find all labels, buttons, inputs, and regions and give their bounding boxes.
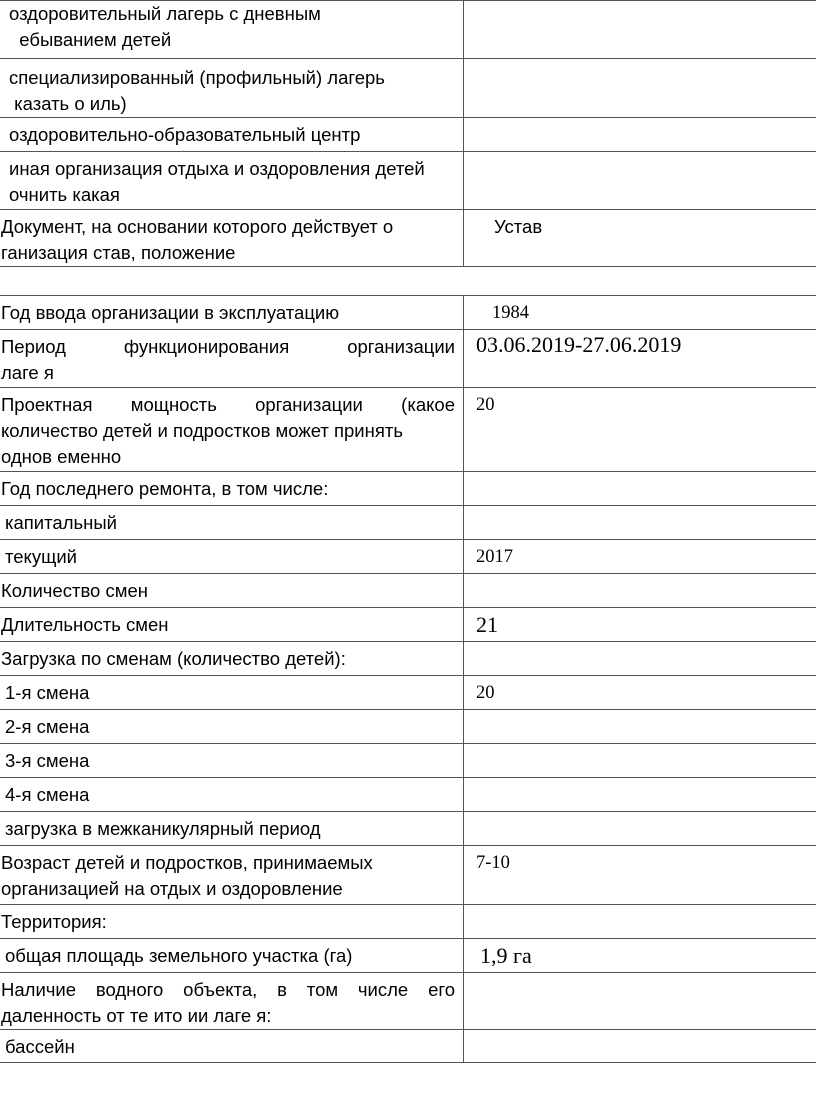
row-value: 20	[464, 388, 816, 472]
label-line: Год ввода организации в эксплуатацию	[1, 302, 340, 323]
table-row	[0, 540, 816, 574]
row-value	[464, 1030, 816, 1063]
row-label	[0, 744, 464, 778]
table-row	[0, 744, 816, 778]
row-label	[0, 506, 464, 540]
row-value: 1,9 га	[464, 939, 816, 973]
spacer-cell	[0, 267, 464, 296]
label-line: организацией на отдых и оздоровление	[1, 878, 343, 899]
table-row	[0, 608, 816, 642]
row-value: 03.06.2019-27.06.2019	[464, 330, 816, 388]
spacer-row	[0, 267, 816, 296]
table-row	[0, 710, 816, 744]
row-value	[464, 973, 816, 1030]
table-row	[0, 1, 816, 59]
row-value	[464, 744, 816, 778]
row-label	[0, 210, 464, 267]
label-line: специализированный (профильный) лагерь	[9, 67, 385, 88]
label-line: Территория:	[1, 911, 107, 932]
table-row	[0, 210, 816, 267]
row-label	[0, 973, 464, 1030]
table-row	[0, 152, 816, 210]
table-row	[0, 778, 816, 812]
row-value	[464, 642, 816, 676]
label-line: Возраст детей и подростков, принимаемых	[1, 852, 373, 873]
row-label	[0, 59, 464, 118]
label-line: 4-я смена	[5, 784, 90, 805]
row-label	[0, 939, 464, 973]
label-line: иная организация отдыха и оздоровления детей	[9, 158, 425, 179]
label-line: Наличие водного объекта, в том числе его	[1, 979, 455, 1000]
label-line: 3-я смена	[5, 750, 90, 771]
row-value	[464, 59, 816, 118]
row-label	[0, 1, 464, 59]
table-row	[0, 905, 816, 939]
label-line: 2-я смена	[5, 716, 90, 737]
row-label	[0, 710, 464, 744]
label-line: однов еменно	[1, 446, 122, 467]
table-row	[0, 59, 816, 118]
label-line: 1-я смена	[5, 682, 90, 703]
label-line: бассейн	[5, 1036, 75, 1057]
table-row	[0, 973, 816, 1030]
table-row	[0, 642, 816, 676]
label-line: очнить какая	[9, 184, 120, 205]
table-row	[0, 574, 816, 608]
row-value: 20	[464, 676, 816, 710]
label-line: загрузка в межканикулярный период	[5, 818, 321, 839]
label-line: капитальный	[5, 512, 117, 533]
row-label	[0, 118, 464, 152]
row-value	[464, 778, 816, 812]
row-value	[464, 1, 816, 59]
row-value	[464, 574, 816, 608]
row-label	[0, 472, 464, 506]
table-row	[0, 1030, 816, 1063]
label-line: оздоровительный лагерь с дневным	[9, 3, 321, 24]
row-label	[0, 905, 464, 939]
row-value	[464, 812, 816, 846]
row-value	[464, 152, 816, 210]
label-line: оздоровительно-образовательный центр	[9, 124, 361, 145]
row-value: 2017	[464, 540, 816, 574]
label-line: ганизация став, положение	[1, 242, 236, 263]
table-row	[0, 506, 816, 540]
row-label	[0, 812, 464, 846]
table-row	[0, 118, 816, 152]
row-label	[0, 388, 464, 472]
table-row	[0, 676, 816, 710]
label-line: даленность от те ито ии лаге я:	[1, 1005, 272, 1026]
table-row	[0, 939, 816, 973]
label-line: Период функционирования организации	[1, 336, 455, 357]
table-row	[0, 846, 816, 905]
label-line: количество детей и подростков может принять	[1, 420, 403, 441]
row-value	[464, 472, 816, 506]
row-value	[464, 506, 816, 540]
row-label	[0, 574, 464, 608]
row-value	[464, 710, 816, 744]
row-label	[0, 608, 464, 642]
row-label	[0, 676, 464, 710]
table-row	[0, 812, 816, 846]
table-row	[0, 330, 816, 388]
row-label	[0, 778, 464, 812]
row-label	[0, 296, 464, 330]
label-line: лаге я	[1, 362, 54, 383]
label-line: Год последнего ремонта, в том числе:	[1, 478, 329, 499]
label-line: Длительность смен	[1, 614, 169, 635]
row-label	[0, 152, 464, 210]
row-value	[464, 118, 816, 152]
label-line: общая площадь земельного участка (га)	[5, 945, 353, 966]
label-line: казать о иль)	[9, 93, 127, 114]
row-label	[0, 1030, 464, 1063]
row-label	[0, 330, 464, 388]
table-row	[0, 296, 816, 330]
row-label	[0, 540, 464, 574]
row-label	[0, 846, 464, 905]
row-value	[464, 905, 816, 939]
table-row	[0, 472, 816, 506]
row-label	[0, 642, 464, 676]
row-value: 21	[464, 608, 816, 642]
label-line: Количество смен	[1, 580, 148, 601]
label-line: текущий	[5, 546, 77, 567]
table-row	[0, 388, 816, 472]
label-line: ебыванием детей	[9, 29, 172, 50]
label-line: Документ, на основании которого действует о	[1, 216, 394, 237]
label-line: Проектная мощность организации (какое	[1, 394, 455, 415]
label-line: Загрузка по сменам (количество детей):	[1, 648, 346, 669]
row-value: 1984	[464, 296, 816, 330]
spacer-cell	[464, 267, 816, 296]
row-value: Устав	[464, 210, 816, 267]
row-value: 7-10	[464, 846, 816, 905]
